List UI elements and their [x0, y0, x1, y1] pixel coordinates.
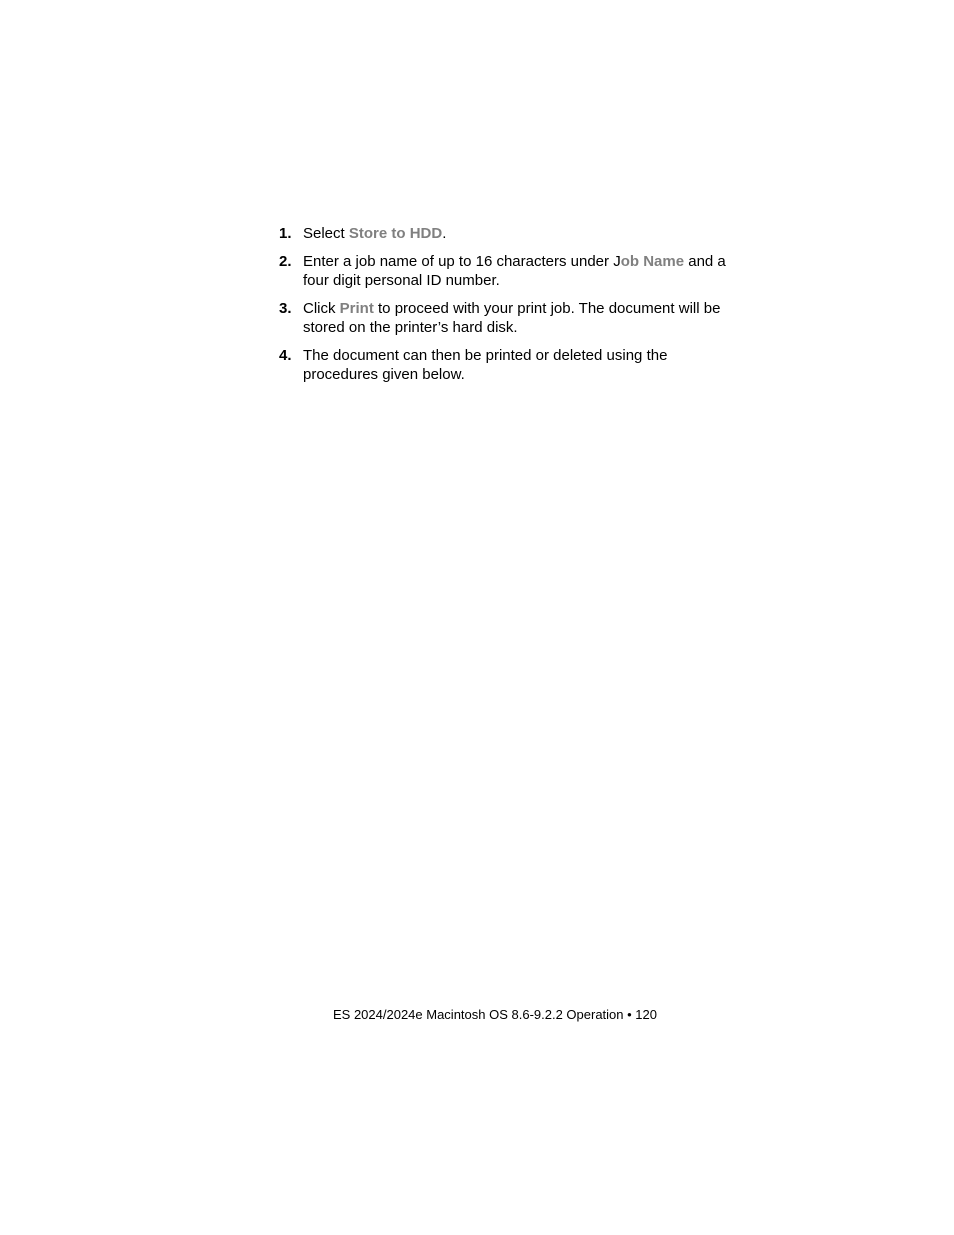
step-text: The document can then be printed or deleted using the procedures given below. [303, 347, 668, 383]
ui-option-keyword: Store to HDD [348, 225, 443, 242]
step-text [303, 252, 739, 290]
step-number: 1. [279, 225, 292, 242]
step-text-tail: and a four digit personal ID number. [303, 253, 726, 289]
step-item [279, 224, 739, 243]
ui-button-keyword: Print [339, 300, 374, 317]
step-text-tail: to proceed with your print job. The document will be stored on the printer’s hard disk. [303, 300, 721, 336]
step-text [303, 224, 739, 243]
step-number: 3. [279, 300, 292, 317]
procedure-steps [279, 224, 739, 393]
step-item [279, 252, 739, 290]
page-footer: ES 2024/2024e Macintosh OS 8.6-9.2.2 Operation • 120 [333, 1007, 657, 1022]
step-item [279, 346, 739, 384]
step-text [303, 299, 739, 337]
step-number: 4. [279, 347, 292, 364]
step-text-lead: Click [303, 300, 340, 317]
step-text-lead: Select [303, 225, 349, 242]
step-item [279, 299, 739, 337]
step-text-tail: . [442, 225, 447, 242]
ui-field-keyword: ob Name [620, 253, 685, 270]
step-text-lead: Enter a job name of up to 16 characters under J [303, 253, 621, 270]
step-number: 2. [279, 253, 292, 270]
